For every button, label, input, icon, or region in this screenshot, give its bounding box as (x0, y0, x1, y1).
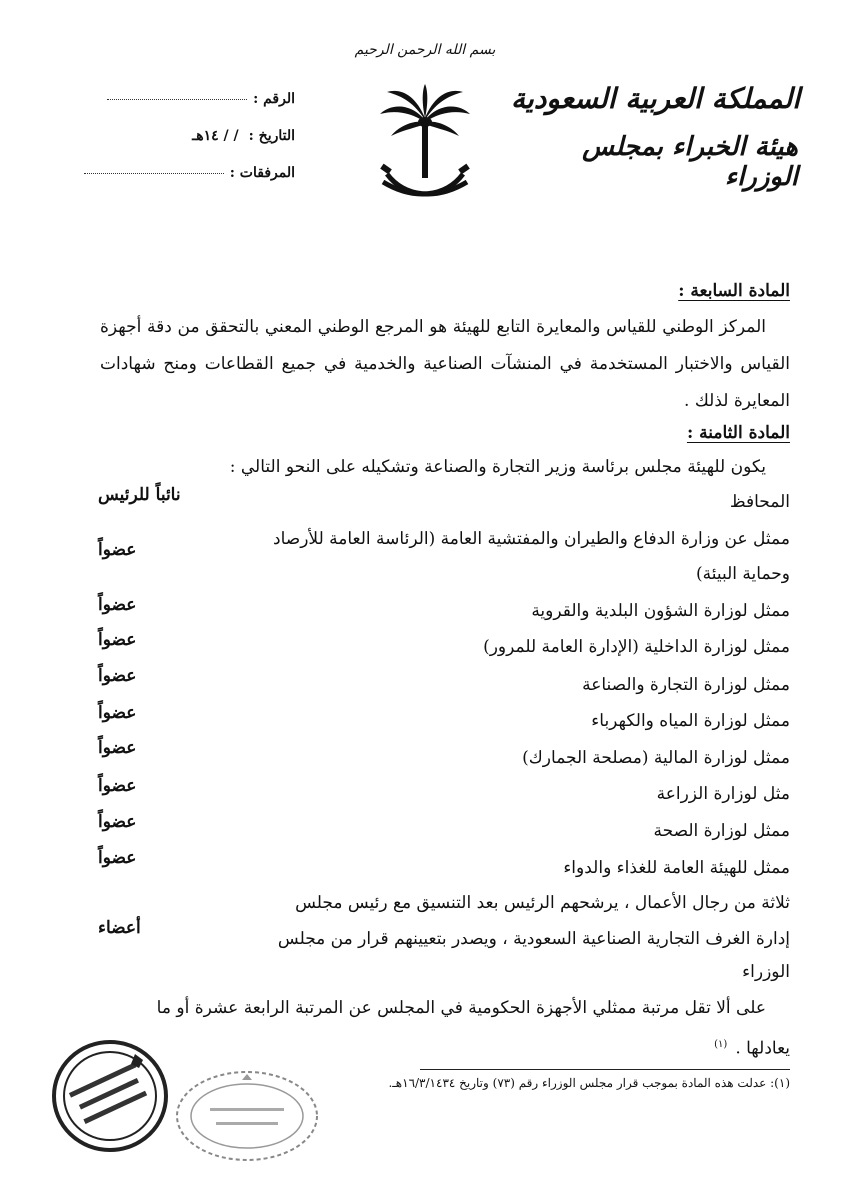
member-line: وحماية البيئة) (695, 564, 790, 584)
reference-row (55, 91, 295, 107)
footnote-divider (420, 1069, 790, 1070)
footnote-text: (١): عدلت هذه المادة بموجب قرار مجلس الوزراء رقم (٧٣) وتاريخ ١٦/٣/١٤٣٤هـ. (388, 1076, 790, 1090)
attachments-row (55, 165, 295, 181)
article8-intro: يكون للهيئة مجلس برئاسة وزير التجارة والصناعة وتشكيله على النحو التالي : (229, 457, 766, 477)
business-line: ثلاثة من رجال الأعمال ، يرشحهم الرئيس بعد التنسيق مع رئيس مجلس (295, 893, 790, 913)
reference-field (107, 99, 247, 100)
closing-line (100, 1030, 790, 1064)
member-role: عضواً (98, 630, 137, 650)
official-seal-stamp-icon (50, 1036, 170, 1156)
attachments-field (84, 173, 224, 174)
closing-text: يعادلها . (735, 1038, 790, 1059)
palm-swords-emblem-icon (375, 82, 475, 212)
member-line: مثل لوزارة الزراعة (656, 784, 790, 804)
date-row (55, 128, 295, 144)
authority-title: هيئة الخبراء بمجلس الوزراء (582, 132, 798, 192)
member-line: المحافظ (729, 492, 790, 512)
business-line: الوزراء (742, 962, 790, 982)
member-line: ممثل لوزارة المالية (مصلحة الجمارك) (522, 748, 790, 768)
kingdom-title: المملكة العربية السعودية (511, 82, 800, 115)
member-role: عضواً (98, 848, 137, 868)
footnote-marker: (١) (714, 1039, 728, 1050)
member-role: عضواً (98, 738, 137, 758)
article7-paragraph: المركز الوطني للقياس والمعايرة التابع للهيئة هو المرجع الوطني المعني بالتحقق من دقة أجهزة القياس والاختبار المستخدمة في المنشآت الصناعية والخدمية في جميع القطاعات ومنح شهادات المعايرة لذلك . (100, 317, 790, 411)
member-role: نائباً للرئيس (98, 485, 181, 505)
member-line: ممثل لوزارة الشؤون البلدية والقروية (531, 601, 790, 621)
business-role: أعضاء (98, 918, 141, 938)
article8-heading: المادة الثامنة : (686, 423, 790, 443)
date-field: / / ١٤هـ (192, 128, 239, 144)
member-role: عضواً (98, 540, 137, 560)
member-line: ممثل عن وزارة الدفاع والطيران والمفتشية العامة (الرئاسة العامة للأرصاد (273, 529, 790, 549)
member-role: عضواً (98, 703, 137, 723)
member-role: عضواً (98, 812, 137, 832)
authority-stamp-icon (172, 1066, 322, 1166)
member-role: عضواً (98, 666, 137, 686)
member-line: ممثل لوزارة التجارة والصناعة (582, 675, 790, 695)
closing-line: على ألا تقل مرتبة ممثلي الأجهزة الحكومية في المجلس عن المرتبة الرابعة عشرة أو ما (156, 998, 766, 1018)
business-line: إدارة الغرف التجارية الصناعية السعودية ، ويصدر بتعيينهم قرار من مجلس (277, 929, 790, 949)
reference-label: الرقم : (253, 91, 295, 107)
basmala: بسم الله الرحمن الرحيم (354, 42, 496, 58)
member-role: عضواً (98, 776, 137, 796)
member-line: ممثل لوزارة الداخلية (الإدارة العامة للمرور) (483, 637, 790, 657)
date-label: التاريخ : (248, 128, 295, 144)
member-line: ممثل للهيئة العامة للغذاء والدواء (563, 858, 790, 878)
member-role: عضواً (98, 595, 137, 615)
attachments-label: المرفقات : (229, 165, 295, 181)
member-line: ممثل لوزارة المياه والكهرباء (591, 711, 790, 731)
member-line: ممثل لوزارة الصحة (653, 821, 790, 841)
article7-heading: المادة السابعة : (678, 281, 790, 301)
